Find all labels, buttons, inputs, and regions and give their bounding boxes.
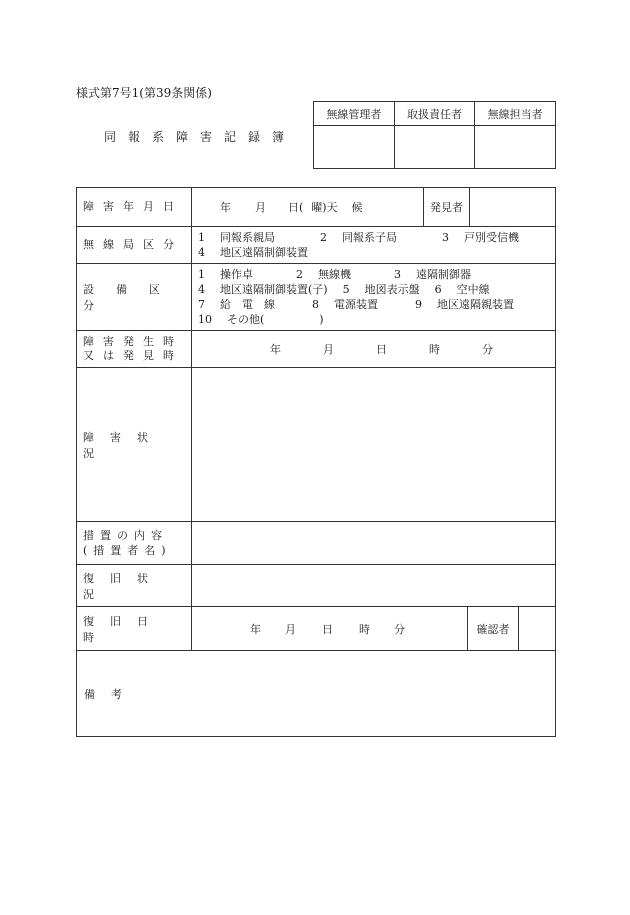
measures-label-line-2: (措置者名): [83, 544, 172, 557]
failure-record-table: [76, 187, 556, 737]
equip-opt-8[interactable]: 電源装置: [334, 298, 378, 311]
station-type-options[interactable]: [192, 227, 556, 264]
equip-opt-8-num: 8: [312, 298, 319, 311]
equip-opt-7-num: 7: [198, 298, 205, 311]
equip-opt-2[interactable]: 無線機: [318, 268, 351, 281]
recovery-status-label: 復旧状況: [83, 571, 164, 601]
equip-opt-3-num: 3: [394, 268, 401, 281]
equipment-options-line-1: [198, 267, 549, 282]
station-opt-2[interactable]: 同報系子局: [342, 231, 397, 244]
label-equipment-type: [77, 264, 192, 331]
approval-table: [313, 101, 556, 169]
equipment-options-line-2: [198, 282, 549, 297]
failure-date-year: 年: [220, 201, 231, 214]
equipment-options-line-3: [198, 297, 549, 312]
document-title: 同報系障害記録簿: [104, 130, 297, 144]
equip-opt-9[interactable]: 地区遠隔親装置: [437, 298, 514, 311]
recovery-month: 月: [285, 622, 296, 636]
failure-date-cell[interactable]: [192, 188, 556, 227]
equip-opt-5[interactable]: 地図表示盤: [364, 283, 420, 296]
remarks-label: 備考: [84, 687, 138, 701]
failure-date-dow: 曜)天: [311, 201, 338, 214]
station-options-line-2: [198, 245, 549, 260]
row-remarks: [77, 651, 556, 737]
recovery-day: 日: [322, 622, 333, 636]
occurrence-day: 日: [376, 343, 387, 356]
recovery-hour: 時: [359, 622, 370, 636]
failure-date-fields[interactable]: [192, 188, 423, 226]
station-opt-3-num: 3: [442, 231, 449, 244]
station-opt-1-num: 1: [198, 231, 205, 244]
label-occurrence-time: [77, 331, 192, 368]
row-equipment-type: [77, 264, 556, 331]
recovery-datetime-fields[interactable]: [192, 607, 467, 650]
equip-opt-6[interactable]: 空中線: [456, 283, 490, 296]
status-input[interactable]: [192, 368, 556, 522]
occurrence-month: 月: [323, 343, 334, 356]
equip-opt-2-num: 2: [296, 268, 303, 281]
recovery-datetime-label: 復旧日時: [83, 614, 164, 644]
failure-date-weather: 候: [351, 201, 363, 214]
label-failure-date: [77, 188, 192, 227]
row-status: [77, 368, 556, 522]
approval-header-responsible: 取扱責任者: [394, 102, 475, 126]
row-occurrence-time: [77, 331, 556, 368]
equip-opt-9-num: 9: [415, 298, 422, 311]
occurrence-minute: 分: [482, 343, 493, 356]
equip-opt-4[interactable]: 地区遠隔制御装置(子): [220, 283, 328, 296]
recovery-minute: 分: [394, 622, 405, 636]
row-station-type: [77, 227, 556, 264]
spread-label-text: 障害年月日: [83, 200, 183, 213]
equip-opt-5-num: 5: [342, 283, 350, 296]
measures-label-line-1: 措置の内容: [83, 529, 168, 542]
equip-opt-1[interactable]: 操作卓: [220, 268, 253, 281]
equip-opt-10-num: 10: [198, 313, 212, 326]
recovery-year: 年: [250, 622, 261, 636]
equip-opt-4-num: 4: [198, 283, 205, 296]
equip-opt-10[interactable]: その他(: [227, 313, 265, 326]
equipment-type-label: 設備区分: [83, 283, 182, 312]
equip-opt-6-num: 6: [434, 283, 442, 296]
remarks-cell[interactable]: [77, 651, 556, 737]
label-station-type: [77, 227, 192, 264]
station-opt-4-num: 4: [198, 246, 205, 259]
form-number: 様式第7号1(第39条関係): [76, 86, 212, 100]
approval-header-radio-manager: 無線管理者: [314, 102, 395, 126]
failure-date-label: [83, 200, 185, 214]
row-measures: [77, 522, 556, 565]
status-label: 障害状況: [83, 430, 164, 460]
discoverer-input[interactable]: [469, 188, 555, 226]
recovery-datetime-cell[interactable]: [192, 607, 556, 651]
approval-stamp-radio-manager[interactable]: [314, 126, 395, 169]
failure-date-month: 月: [255, 201, 266, 214]
label-recovery-status: [77, 565, 192, 607]
failure-date-day: 日(: [288, 201, 304, 214]
label-recovery-datetime: [77, 607, 192, 651]
occurrence-hour: 時: [429, 343, 440, 356]
confirmer-label: 確認者: [467, 607, 518, 650]
approval-stamp-staff[interactable]: [475, 126, 556, 169]
label-measures: [77, 522, 192, 565]
equip-opt-7[interactable]: 給 電 線: [220, 298, 275, 311]
approval-header-staff: 無線担当者: [475, 102, 556, 126]
equip-opt-10-close: ): [319, 313, 324, 326]
occurrence-year: 年: [270, 343, 281, 356]
row-failure-date: [77, 188, 556, 227]
station-options-line-1: [198, 230, 549, 245]
measures-input[interactable]: [192, 522, 556, 565]
station-opt-1[interactable]: 同報系親局: [220, 231, 275, 244]
row-recovery-status: [77, 565, 556, 607]
occurrence-label-line-2: 又は発見時: [83, 349, 183, 362]
equip-opt-1-num: 1: [198, 268, 205, 281]
occurrence-time-cell[interactable]: [192, 331, 556, 368]
station-opt-2-num: 2: [320, 231, 327, 244]
equipment-type-options[interactable]: [192, 264, 556, 331]
equip-opt-3[interactable]: 遠隔制御器: [416, 268, 471, 281]
confirmer-input[interactable]: [518, 607, 555, 650]
discoverer-label: 発見者: [423, 188, 469, 226]
row-recovery-datetime: [77, 607, 556, 651]
approval-stamp-responsible[interactable]: [394, 126, 475, 169]
station-type-label: 無線局区分: [83, 238, 183, 251]
station-opt-4[interactable]: 地区遠隔制御装置: [220, 246, 308, 259]
occurrence-label-line-1: 障害発生時: [83, 335, 183, 348]
recovery-status-input[interactable]: [192, 565, 556, 607]
equipment-options-line-4: [198, 312, 549, 327]
label-status: [77, 368, 192, 522]
station-opt-3[interactable]: 戸別受信機: [464, 231, 519, 244]
